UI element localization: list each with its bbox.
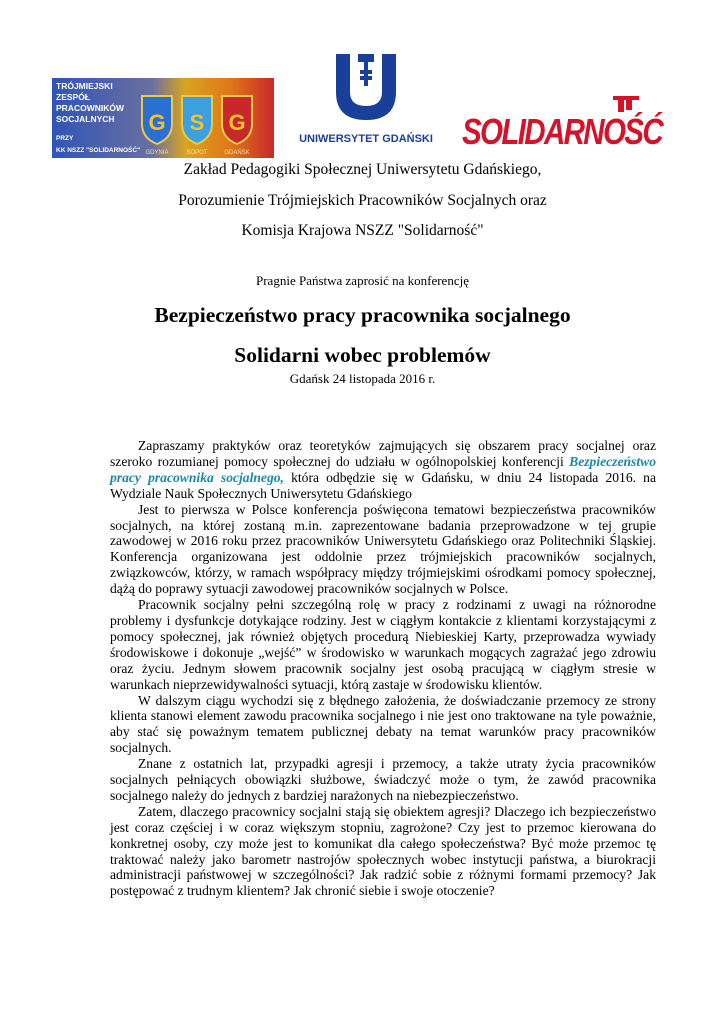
- gdansk-shield-icon: [222, 96, 252, 144]
- paragraph-1: [110, 438, 656, 502]
- ug-logo-text: UNIWERSYTET GDAŃSKI: [299, 133, 433, 145]
- tzps-line-4: SOCJALNYCH: [56, 114, 115, 124]
- paragraph-4: W dalszym ciągu wychodzi się z błędnego założenia, że doświadczanie przemocy ze strony klienta stanowi element zawodu pracownika socjalnego i nie jest ono traktowane na tyle poważnie, aby stać się poważnym tematem publicznej debaty na temat warunków pracy pracowników socjalnych.: [110, 692, 656, 756]
- logos-row: [0, 50, 725, 160]
- svg-text:G: G: [148, 110, 166, 135]
- paragraph-6: Zatem, dlaczego pracownicy socjalni stają się obiektem agresji? Dlaczego ich bezpieczeństwo jest coraz częściej i w coraz większym stopniu, zagrożone? Czy jest to przemoc kierowana do konkretnej osoby, czy może jest to komunikat dla całego społeczeństwa? Być może przemoc tę traktować należy jako barometr nastrojów społecznych wobec instytucji państwa, a biurokracji administracji państwowej w szczególności? Jak radzić sobie z różnymi formami przemocy? Jak postępować z trudnym klientem? Jak chronić siebie i swoje otoczenie?: [110, 803, 656, 899]
- tzps-line-1: TRÓJMIEJSKI: [56, 81, 113, 91]
- paragraph-2: Jest to pierwsza w Polsce konferencja poświęcona tematowi bezpieczeństwa pracowników socjalnych, na której zostaną m.in. zaprezentowane badania przeprowadzone w tej grupie zawodowej w 2016 roku przez pracowników Uniwersytetu Gdańskiego oraz Politechniki Śląskiej. Konferencja organizowana jest oddolnie przez trójmiejskich pracowników socjalnych, związkowców, którzy, w ramach współpracy między trójmiejskimi ośrodkami pomocy społecznej, dążą do poprawy sytuacji zawodowej pracowników socjalnych w Polsce.: [110, 501, 656, 597]
- paragraph-3: Pracownik socjalny pełni szczególną rolę w pracy z rodzinami z uwagi na różnorodne problemy i dysfunkcje dotykające rodziny. Jest w ciągłym kontakcie z klientami korzystającymi z pomocy społecznej, jak również objętych procedurą Niebieskiej Karty, przeprowadza wywiady środowiskowe i dokonuje „wejść” w środowisko w warunkach mogących zagrażać jego zdrowiu oraz życiu. Jednym słowem pracownik socjalny jest osobą pracującą w ciągłym stresie w warunkach nieprzewidywalności sytuacji, którą zastaje w środowisku klientów.: [110, 597, 656, 692]
- tzps-line-2: ZESPÓŁ: [56, 92, 91, 102]
- organizer-line-1: Zakład Pedagogiki Społecznej Uniwersytetu Gdańskiego,: [183, 161, 542, 178]
- svg-text:S: S: [189, 110, 205, 135]
- tzps-city-3: GDAŃSK: [224, 150, 250, 156]
- tzps-city-1: GDYNIA: [145, 150, 169, 156]
- svg-text:G: G: [228, 110, 246, 135]
- gdynia-shield-icon: [142, 96, 172, 144]
- body-text: [110, 438, 656, 899]
- conference-title: Bezpieczeństwo pracy pracownika socjalnego: [154, 303, 571, 327]
- invitation-line: Pragnie Państwa zaprosić na konferencję: [256, 273, 469, 288]
- paragraph-1-end: która odbędzie się w Gdańsku, w dniu 24 listopada 2016. na Wydziale Nauk Społecznych Uniwersytetu Gdańskiego: [110, 469, 656, 501]
- conference-subtitle: Solidarni wobec problemów: [234, 343, 491, 367]
- sopot-shield-icon: [182, 96, 212, 144]
- ug-logo: [296, 50, 436, 148]
- tzps-line-5: PRZY: [56, 135, 74, 142]
- conference-date: Gdańsk 24 listopada 2016 r.: [289, 371, 436, 386]
- paragraph-5: Znane z ostatnich lat, przypadki agresji i przemocy, a także utraty życia pracowników socjalnych pełniących obowiązki służbowe, świadczyć może o tym, że zawód pracownika socjalnego należy do jednych z bardziej narażonych na niebezpieczeństwo.: [110, 756, 656, 803]
- solidarnosc-logo: [458, 94, 666, 154]
- organizer-line-2: Porozumienie Trójmiejskich Pracowników Socjalnych oraz: [178, 192, 547, 209]
- organizer-line-3: Komisja Krajowa NSZZ "Solidarność": [241, 222, 484, 239]
- conference-name-highlight: Bezpieczeństwo pracy pracownika socjalnego,: [110, 453, 656, 485]
- tzps-line-3: PRACOWNIKÓW: [56, 103, 124, 113]
- solidarnosc-logo-text: SOLIDARNOŚĆ: [462, 111, 665, 152]
- tzps-logo: [52, 78, 274, 158]
- tzps-line-6: KK NSZZ "SOLIDARNOŚĆ": [56, 147, 141, 154]
- paragraph-1-start: Zapraszamy praktyków oraz teoretyków zajmujących się obszarem pracy socjalnej oraz szeroko rozumianej pomocy społecznej do udziału w ogólnopolskiej konferencji: [110, 438, 656, 469]
- tzps-city-2: SOPOT: [186, 150, 208, 156]
